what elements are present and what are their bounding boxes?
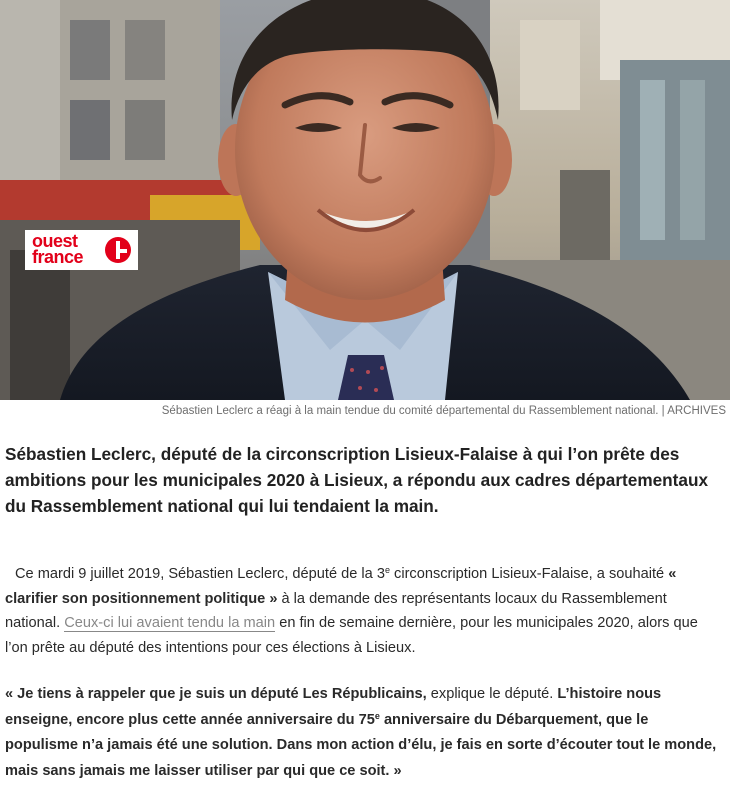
article-paragraph-1	[5, 562, 723, 660]
photo-caption: Sébastien Leclerc a réagi à la main tendue du comité départemental du Rassemblement national. | ARCHIVES	[161, 405, 726, 417]
ouest-france-logo	[25, 230, 138, 270]
article-lead: Sébastien Leclerc, député de la circonscription Lisieux-Falaise à qui l’on prête des ambitions pour les municipales 2020 à Lisieux, a répondu aux cadres départementaux du Rassemblement national qui lui tendaient la main.	[5, 444, 709, 516]
ordinal-superscript-2: e	[374, 710, 380, 721]
article-photo	[0, 0, 730, 400]
quote-attribution: explique le député.	[426, 686, 558, 702]
portrait-illustration	[0, 0, 730, 400]
quote-body-b: anniversaire du Débarquement, que le populisme n’a jamais été une solution. Dans mon action d’élu, je fais en sorte d’écouter tout le monde, mais sans jamais me laisser utiliser par qui que ce soit. »	[5, 711, 717, 779]
paragraph-1-text-a: Ce mardi 9 juillet 2019, Sébastien Leclerc, député de la 3	[15, 566, 385, 582]
logo-text-line2: france	[32, 247, 84, 267]
paragraph-1-text-c: à la demande des représentants locaux du Rassemblement national.	[5, 590, 667, 631]
paragraph-1-text-d: en fin de semaine dernière, pour les municipales 2020, alors que l’on prête au député des intentions pour ces élections à Lisieux.	[5, 615, 698, 656]
article-paragraph-2	[5, 682, 723, 784]
quote-opening: « Je tiens à rappeler que je suis un député Les Républicains,	[5, 686, 427, 702]
related-article-link[interactable]: Ceux-ci lui avaient tendu la main	[64, 615, 276, 631]
ordinal-superscript: e	[384, 565, 390, 575]
paragraph-1-text-b: circonscription Lisieux-Falaise, a souhaité	[389, 566, 669, 582]
logo-mark-icon	[105, 237, 131, 263]
logo-text-line1: ouest	[32, 231, 78, 251]
paragraph-1-quote: « clarifier son positionnement politique »	[5, 566, 677, 607]
quote-body-a: L’histoire nous enseigne, encore plus cette année anniversaire du 75	[5, 686, 662, 728]
